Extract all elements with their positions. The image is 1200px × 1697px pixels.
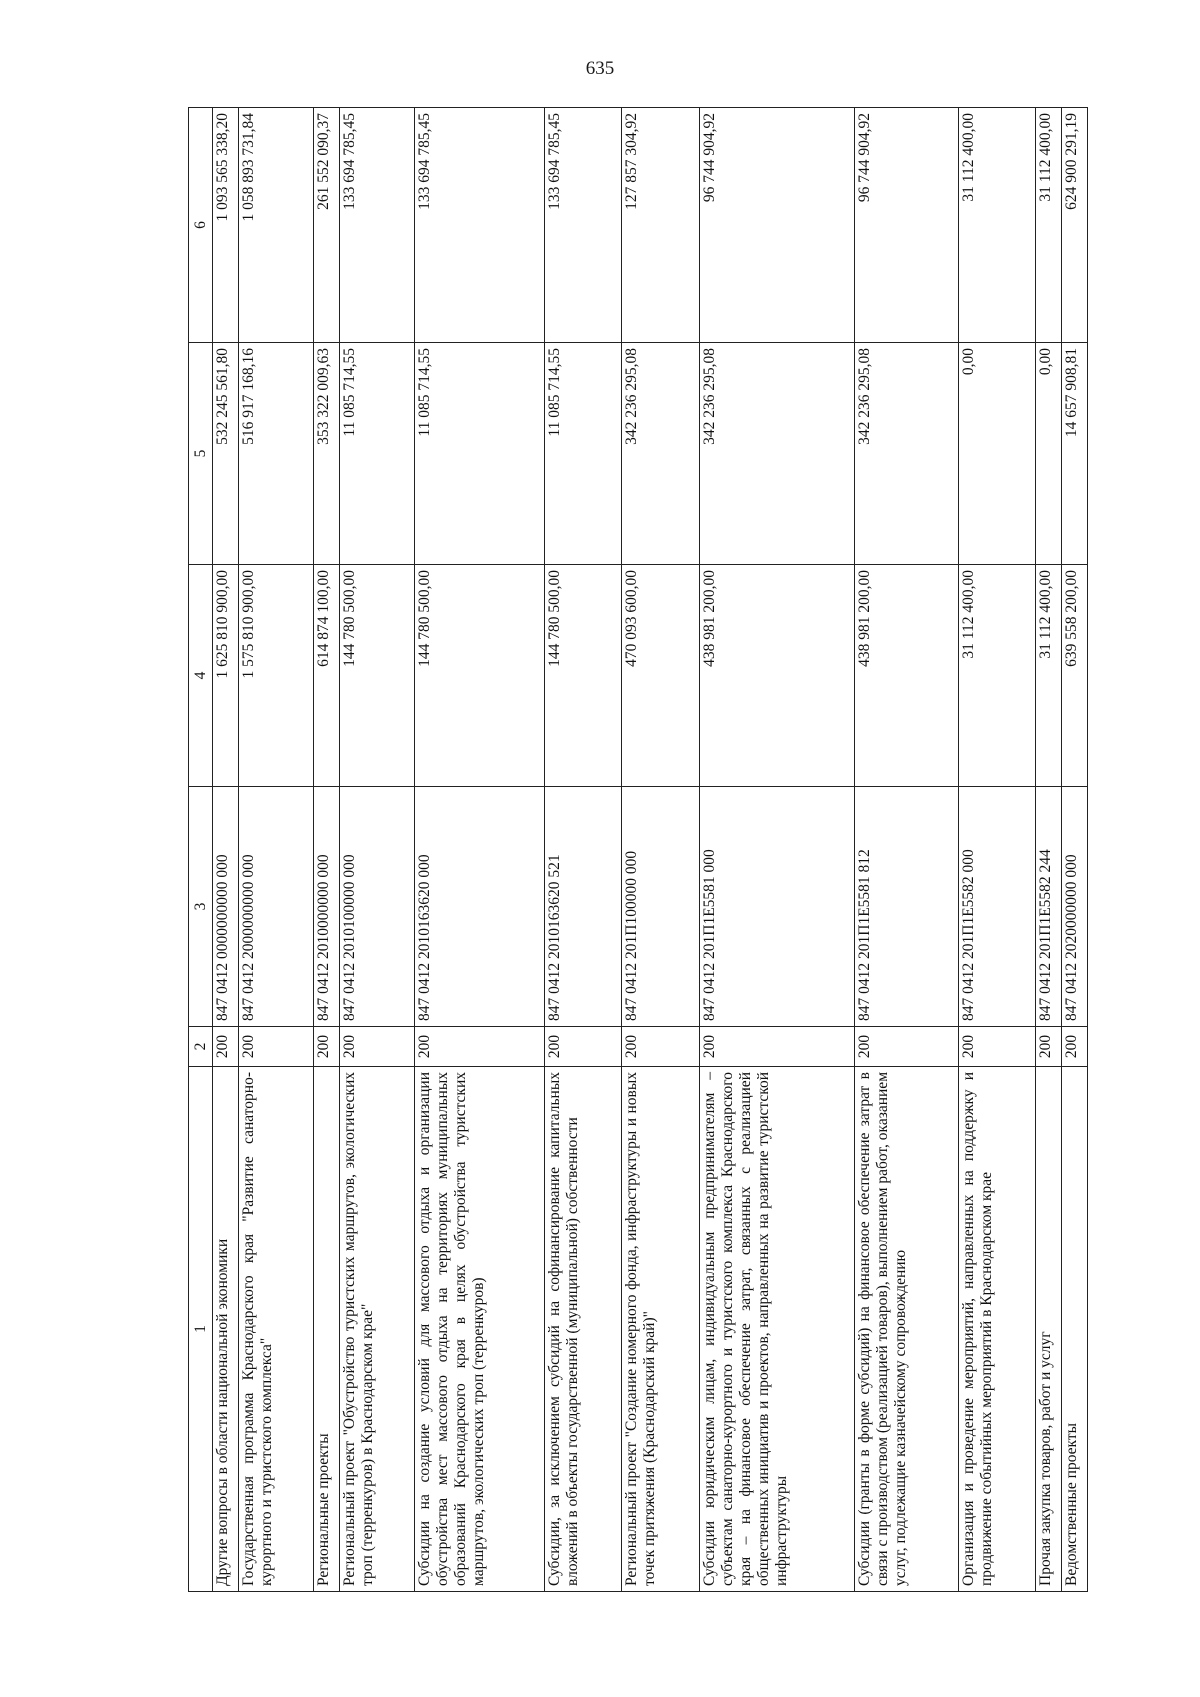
- row-col2: 200: [314, 1027, 340, 1067]
- row-col2: 200: [238, 1027, 313, 1067]
- header-cell: 5: [189, 343, 213, 565]
- row-name: Субсидии, за исключением субсидий на софинансирование капитальных вложений в объекты государственной (муниципальной) собственности: [544, 1067, 622, 1592]
- row-code: 847 0412 201П1Е5581 812: [855, 787, 958, 1027]
- row-col2: 200: [339, 1027, 414, 1067]
- row-value-5: 11 085 714,55: [415, 343, 544, 565]
- row-value-6: 96 744 904,92: [855, 108, 958, 343]
- header-row: [189, 108, 213, 1592]
- row-value-6: 133 694 785,45: [544, 108, 622, 343]
- row-name: Субсидии юридическим лицам, индивидуальным предпринимателям – субъектам санаторно-курортного и туристского комплекса Краснодарского края – на финансовое обеспечение затрат, связанных с реализацией общественных инициатив и проектов, направленных на развитие туристской инфраструктуры: [699, 1067, 854, 1592]
- row-value-4: 614 874 100,00: [314, 565, 340, 787]
- row-value-5: 342 236 295,08: [622, 343, 700, 565]
- row-code: 847 0412 2010163620 000: [415, 787, 544, 1027]
- row-value-4: 31 112 400,00: [1036, 565, 1062, 787]
- header-cell: 6: [189, 108, 213, 343]
- row-col2: 200: [699, 1027, 854, 1067]
- header-cell: 2: [189, 1027, 213, 1067]
- table-row: [1036, 108, 1062, 1592]
- row-value-6: 96 744 904,92: [699, 108, 854, 343]
- row-name: Субсидии (гранты в форме субсидий) на финансовое обеспечение затрат в связи с производством (реализацией товаров), выполнением работ, оказанием услуг, подлежащие казначейскому сопровождению: [855, 1067, 958, 1592]
- row-value-4: 438 981 200,00: [855, 565, 958, 787]
- row-value-6: 624 900 291,19: [1062, 108, 1088, 343]
- row-code: 847 0412 2010163620 521: [544, 787, 622, 1027]
- row-value-6: 31 112 400,00: [958, 108, 1036, 343]
- row-col2: 200: [855, 1027, 958, 1067]
- table-row: [1062, 108, 1088, 1592]
- row-name: Другие вопросы в области национальной экономики: [213, 1067, 239, 1592]
- row-col2: 200: [213, 1027, 239, 1067]
- table-row: [544, 108, 622, 1592]
- row-code: 847 0412 2010000000 000: [314, 787, 340, 1027]
- table-row: [622, 108, 700, 1592]
- row-value-4: 144 780 500,00: [415, 565, 544, 787]
- table-row: [958, 108, 1036, 1592]
- row-value-4: 1 575 810 900,00: [238, 565, 313, 787]
- row-value-6: 31 112 400,00: [1036, 108, 1062, 343]
- row-value-5: 342 236 295,08: [699, 343, 854, 565]
- row-col2: 200: [622, 1027, 700, 1067]
- header-cell: 1: [189, 1067, 213, 1592]
- row-value-6: 133 694 785,45: [415, 108, 544, 343]
- table-row: [339, 108, 414, 1592]
- row-value-4: 144 780 500,00: [339, 565, 414, 787]
- row-col2: 200: [544, 1027, 622, 1067]
- row-code: 847 0412 201П1Е5582 244: [1036, 787, 1062, 1027]
- row-value-6: 1 093 565 338,20: [213, 108, 239, 343]
- row-col2: 200: [415, 1027, 544, 1067]
- row-value-6: 127 857 304,92: [622, 108, 700, 343]
- row-code: 847 0412 201П1Е5582 000: [958, 787, 1036, 1027]
- row-name: Прочая закупка товаров, работ и услуг: [1036, 1067, 1062, 1592]
- page-number: 635: [585, 58, 615, 79]
- row-col2: 200: [958, 1027, 1036, 1067]
- row-value-4: 144 780 500,00: [544, 565, 622, 787]
- row-col2: 200: [1062, 1027, 1088, 1067]
- row-value-5: 516 917 168,16: [238, 343, 313, 565]
- row-value-5: 353 322 009,63: [314, 343, 340, 565]
- row-value-6: 1 058 893 731,84: [238, 108, 313, 343]
- row-value-5: 0,00: [1036, 343, 1062, 565]
- row-value-5: 14 657 908,81: [1062, 343, 1088, 565]
- row-value-5: 532 245 561,80: [213, 343, 239, 565]
- table-row: [855, 108, 958, 1592]
- table-row: [238, 108, 313, 1592]
- row-value-5: 11 085 714,55: [339, 343, 414, 565]
- row-name: Государственная программа Краснодарского края "Развитие санаторно-курортного и туристского комплекса": [238, 1067, 313, 1592]
- row-value-5: 11 085 714,55: [544, 343, 622, 565]
- header-cell: 4: [189, 565, 213, 787]
- row-value-6: 133 694 785,45: [339, 108, 414, 343]
- row-code: 847 0412 2000000000 000: [238, 787, 313, 1027]
- row-name: Ведомственные проекты: [1062, 1067, 1088, 1592]
- row-code: 847 0412 0000000000 000: [213, 787, 239, 1027]
- budget-table: [188, 107, 1088, 1592]
- row-value-4: 31 112 400,00: [958, 565, 1036, 787]
- row-code: 847 0412 201П1Е5581 000: [699, 787, 854, 1027]
- row-code: 847 0412 201П100000 000: [622, 787, 700, 1027]
- row-name: Региональный проект "Создание номерного фонда, инфраструктуры и новых точек притяжения (Краснодарский край)": [622, 1067, 700, 1592]
- table-row: [415, 108, 544, 1592]
- row-value-5: 0,00: [958, 343, 1036, 565]
- row-value-4: 438 981 200,00: [699, 565, 854, 787]
- row-name: Региональный проект "Обустройство туристских маршрутов, экологических троп (терренкуров) в Краснодарском крае": [339, 1067, 414, 1592]
- rotated-table-container: [188, 108, 1088, 1592]
- row-value-4: 470 093 600,00: [622, 565, 700, 787]
- row-code: 847 0412 2010100000 000: [339, 787, 414, 1027]
- row-code: 847 0412 2020000000 000: [1062, 787, 1088, 1027]
- row-col2: 200: [1036, 1027, 1062, 1067]
- table-row: [213, 108, 239, 1592]
- row-name: Региональные проекты: [314, 1067, 340, 1592]
- row-name: Организация и проведение мероприятий, направленных на поддержку и продвижение событийных мероприятий в Краснодарском крае: [958, 1067, 1036, 1592]
- row-value-4: 639 558 200,00: [1062, 565, 1088, 787]
- header-cell: 3: [189, 787, 213, 1027]
- row-value-4: 1 625 810 900,00: [213, 565, 239, 787]
- row-value-6: 261 552 090,37: [314, 108, 340, 343]
- table-row: [699, 108, 854, 1592]
- row-value-5: 342 236 295,08: [855, 343, 958, 565]
- row-name: Субсидии на создание условий для массового отдыха и организации обустройства мест массового отдыха на территориях муниципальных образований Краснодарского края в целях обустройства туристских маршрутов, экологических троп (терренкуров): [415, 1067, 544, 1592]
- table-row: [314, 108, 340, 1592]
